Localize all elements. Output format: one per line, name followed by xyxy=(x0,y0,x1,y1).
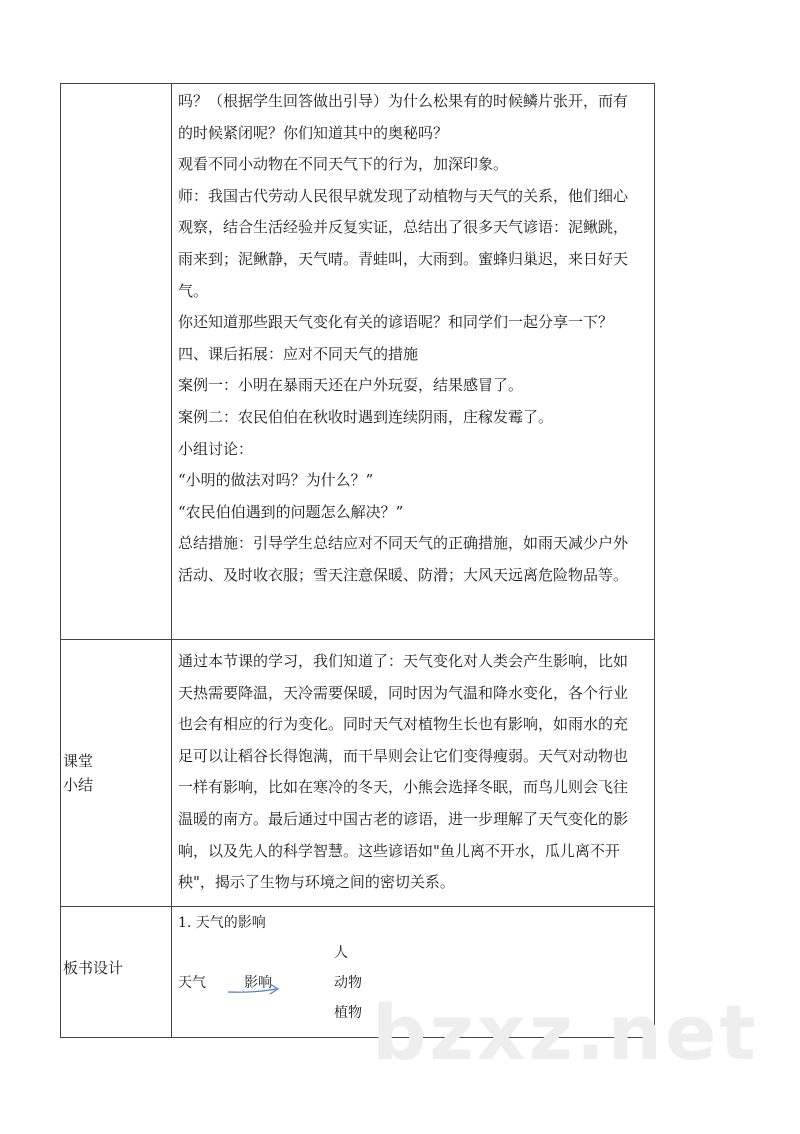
board-heading: 1. 天气的影响 xyxy=(178,915,266,931)
text-line: 一样有影响，比如在寒冷的冬天，小熊会选择冬眠，而鸟儿则会飞往 xyxy=(178,778,629,797)
board-design-label: 板书设计 xyxy=(63,959,124,977)
text-line: 观看不同小动物在不同天气下的行为，加深印象。 xyxy=(178,155,509,174)
summary-label-line1: 课堂 xyxy=(63,752,94,770)
text-line: 活动、及时收衣服；雪天注意保暖、防滑；大风天远离危险物品等。 xyxy=(178,565,629,584)
text-line: 也会有相应的行为变化。同时天气对植物生长也有影响，如雨水的充 xyxy=(178,715,629,734)
text-line: 小组讨论： xyxy=(178,439,254,458)
text-line: 秧"，揭示了生物与环境之间的密切关系。 xyxy=(178,873,455,892)
text-line: 总结措施：引导学生总结应对不同天气的正确措施，如雨天减少户外 xyxy=(178,534,629,553)
text-line: 观察，结合生活经验并反复实证，总结出了很多天气谚语：泥鳅跳， xyxy=(178,218,629,237)
text-line: 足可以让稻谷长得饱满，而干旱则会让它们变得瘦弱。天气对动物也 xyxy=(178,746,629,765)
lesson-plan-table xyxy=(60,83,655,1038)
arrow-right-icon xyxy=(226,979,286,997)
text-line: 吗？（根据学生回答做出引导）为什么松果有的时候鳞片张开，而有 xyxy=(178,92,629,110)
board-target-plants: 植物 xyxy=(334,1005,362,1021)
text-line: 师：我国古代劳动人民很早就发现了动植物与天气的关系，他们细心 xyxy=(178,186,629,205)
text-line: 气。 xyxy=(178,281,209,300)
text-line: 温暖的南方。最后通过中国古老的谚语，进一步理解了天气变化的影 xyxy=(178,809,629,828)
text-line: 的时候紧闭呢？你们知道其中的奥秘吗？ xyxy=(178,123,449,142)
activities-content xyxy=(172,84,655,640)
text-line: 你还知道那些跟天气变化有关的谚语呢？和同学们一起分享一下？ xyxy=(178,313,614,332)
summary-label-cell xyxy=(61,640,172,907)
text-line: 案例二：农民伯伯在秋收时遇到连续阴雨，庄稼发霉了。 xyxy=(178,407,554,426)
watermark-logo: bzxz.net xyxy=(372,988,759,1077)
summary-label-line2: 小结 xyxy=(63,776,94,794)
empty-label-cell xyxy=(61,84,172,640)
board-target-people: 人 xyxy=(334,945,348,961)
board-target-animals: 动物 xyxy=(334,975,362,991)
board-arrow-label: 影响 xyxy=(244,975,272,991)
section-heading: 四、课后拓展：应对不同天气的措施 xyxy=(178,344,419,363)
board-label-cell xyxy=(61,907,172,1038)
summary-content xyxy=(172,640,655,907)
text-line: 通过本节课的学习，我们知道了：天气变化对人类会产生影响，比如 xyxy=(178,652,629,670)
text-line: 案例一：小明在暴雨天还在户外玩耍，结果感冒了。 xyxy=(178,376,524,395)
table-row-summary xyxy=(61,640,655,907)
table-row-activities xyxy=(61,84,655,640)
text-line: “农民伯伯遇到的问题怎么解决？” xyxy=(178,502,404,521)
text-line: 响，以及先人的科学智慧。这些谚语如"鱼儿离不开水，瓜儿离不开 xyxy=(178,841,620,860)
text-line: 雨来到；泥鳅静，天气晴。青蛙叫，大雨到。蜜蜂归巢迟，来日好天 xyxy=(178,249,629,268)
board-source: 天气 xyxy=(178,975,206,991)
text-line: “小明的做法对吗？为什么？” xyxy=(178,471,374,490)
text-line: 天热需要降温，天冷需要保暖，同时因为气温和降水变化，各个行业 xyxy=(178,683,629,702)
